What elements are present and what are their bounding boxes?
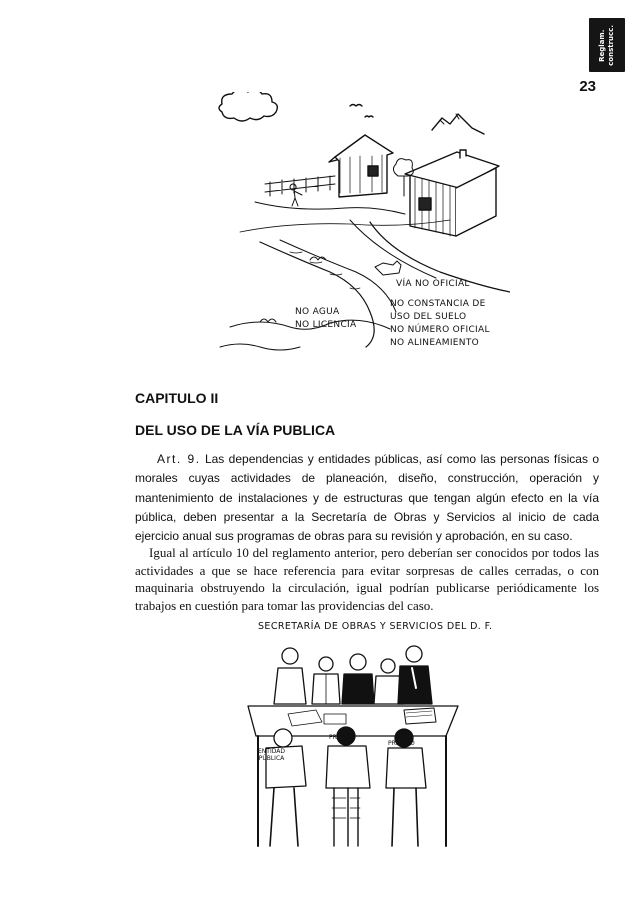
label-numero-oficial: NO NÚMERO OFICIAL	[390, 325, 490, 335]
label-no-agua: NO AGUA	[295, 307, 340, 317]
dog-icon	[375, 261, 401, 275]
person-figure	[342, 654, 374, 704]
section-tab-label	[598, 25, 616, 66]
person-figure	[274, 648, 306, 704]
label-privada: PRIVADA	[329, 734, 356, 741]
label-entidad-line-2: PÚBLICA	[258, 755, 285, 762]
fence	[265, 176, 335, 196]
bird-icon	[365, 116, 373, 117]
section-tab-line-1: Reglam.	[598, 28, 606, 62]
illustration-meeting	[228, 618, 478, 853]
label-constancia-1: NO CONSTANCIA DE	[390, 299, 486, 309]
illustration-caption: SECRETARÍA DE OBRAS Y SERVICIOS DEL D. F.	[258, 621, 493, 632]
bird-icon	[350, 105, 362, 107]
section-tab-line-2: construcc.	[607, 24, 615, 66]
label-privado: PRIVADO	[388, 740, 415, 747]
article-text: Las dependencias y entidades públicas, así como las personas físicas o morales cuyas actividades de planeación, diseño, construcción, operación y mantenimiento de instalaciones y de estructuras que tengan algún efecto en la vía pública, deben presentar a la Secretaría de Obras y Servicios al inicio de cada ejercicio anual sus programas de obras para su revisión y aprobación, en su caso.	[135, 452, 599, 544]
person-figure	[312, 657, 340, 704]
label-entidad-publica	[258, 748, 285, 762]
label-entidad-line-1: ENTIDAD	[258, 748, 285, 755]
house-left	[335, 135, 393, 197]
chapter-heading: CAPITULO II	[135, 390, 219, 406]
article-9	[135, 450, 599, 546]
label-no-licencia: NO LICENCIA	[295, 320, 357, 330]
river	[260, 242, 374, 347]
article-label: Art. 9.	[157, 452, 201, 466]
person-figure	[326, 727, 370, 846]
person-figure	[266, 729, 306, 846]
illustration-irregular-settlement	[200, 92, 510, 357]
label-constancia-2: USO DEL SUELO	[390, 312, 467, 322]
section-tab	[589, 18, 625, 72]
label-via-no-oficial: VÍA NO OFICIAL	[396, 279, 470, 289]
section-title: DEL USO DE LA VÍA PUBLICA	[135, 422, 336, 438]
label-alineamiento: NO ALINEAMIENTO	[390, 338, 479, 348]
person-figure	[398, 646, 432, 704]
person-figure	[290, 184, 302, 206]
commentary-paragraph: Igual al artículo 10 del reglamento anterior, pero deberían ser conocidos por todos las actividades a que se hace referencia para evitar sorpresas de calles cerradas, o con maquinaria obstruyendo la circulación, igual podrían publicarse periódicamente los trabajos en cuestión para tomar las providencias del caso.	[135, 545, 599, 614]
cloud-icon	[219, 92, 277, 121]
page-number: 23	[579, 78, 596, 95]
